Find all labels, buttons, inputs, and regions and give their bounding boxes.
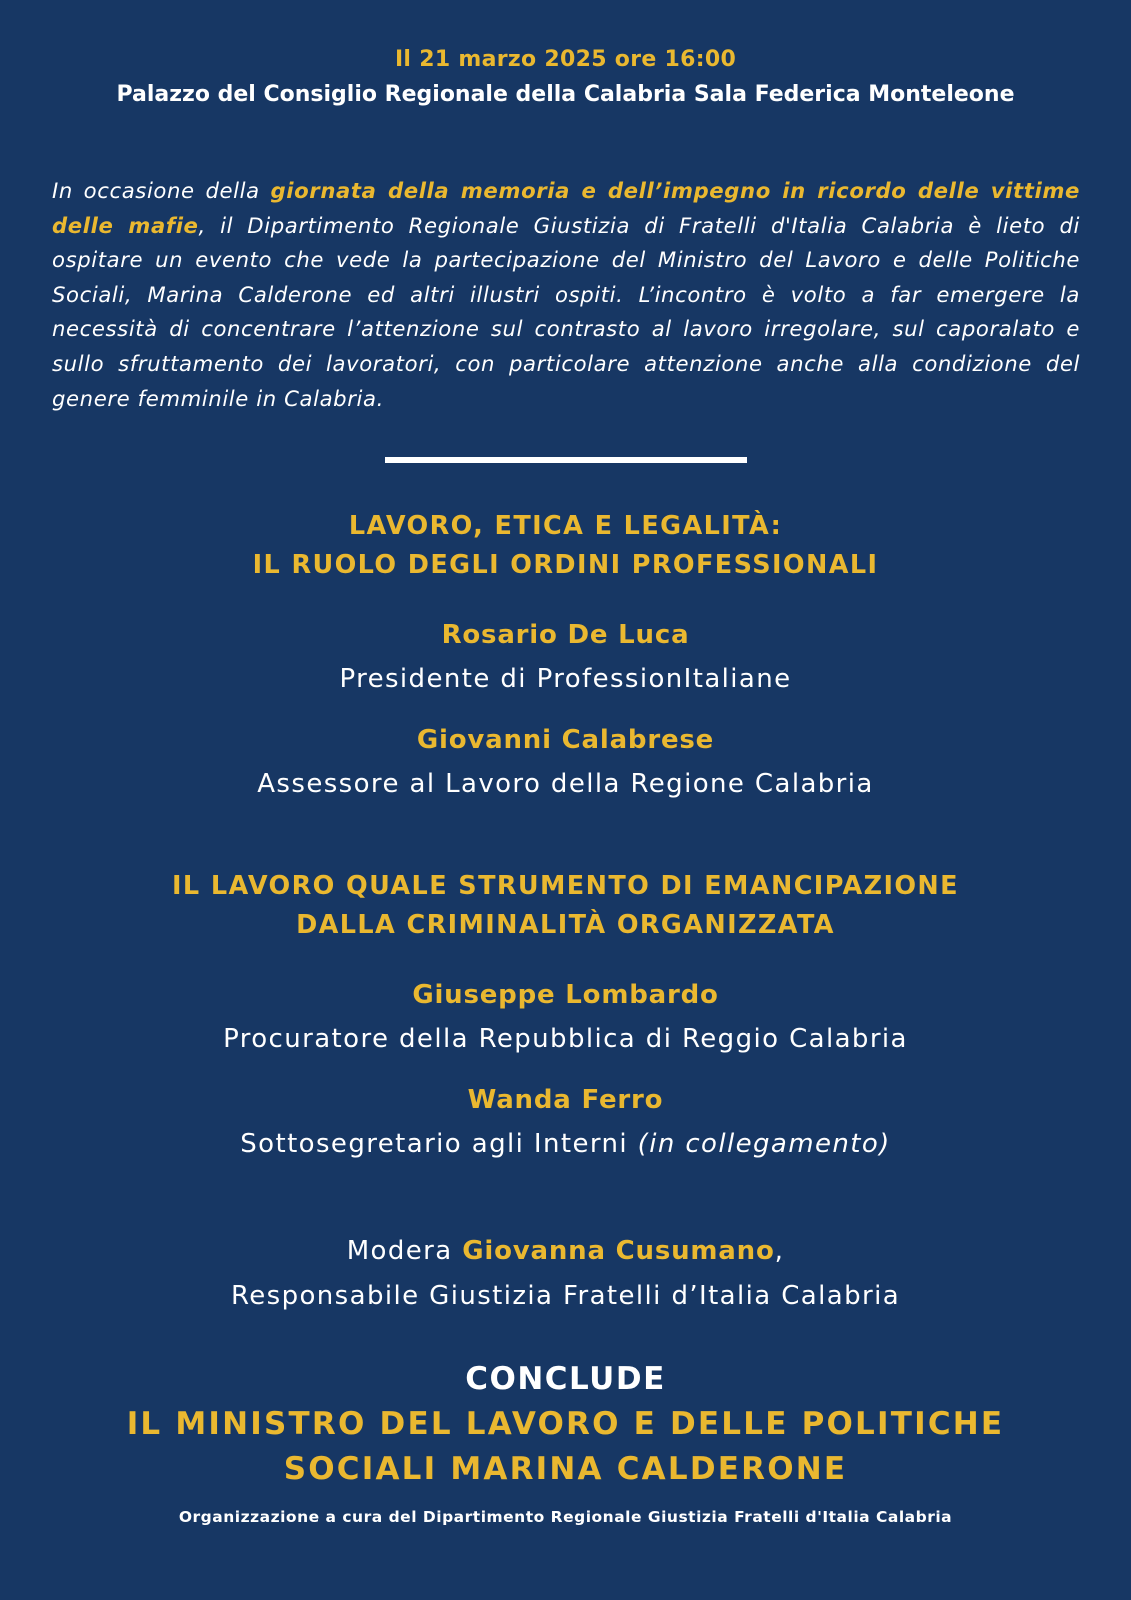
moderator-name: Giovanna Cusumano (462, 1236, 775, 1266)
intro-text-start: In occasione della (52, 178, 271, 203)
speaker-role: Presidente di ProfessionItaliane (339, 664, 792, 694)
speaker-role: Procuratore della Repubblica di Reggio Calabria (223, 1024, 908, 1054)
session-1-title (0, 507, 1131, 585)
session-1-title-line-2: IL RUOLO DEGLI ORDINI PROFESSIONALI (252, 550, 879, 580)
event-date-time: Il 21 marzo 2025 ore 16:00 (394, 47, 737, 72)
section-divider (385, 457, 747, 463)
conclude-title-line-2: SOCIALI MARINA CALDERONE (283, 1451, 848, 1487)
session-2-title (0, 867, 1131, 945)
moderator-prefix: Modera (346, 1236, 463, 1266)
speaker-role: Assessore al Lavoro della Regione Calabria (257, 769, 874, 799)
event-location: Palazzo del Consiglio Regionale della Calabria Sala Federica Monteleone (116, 82, 1015, 107)
conclude-label: CONCLUDE (465, 1361, 666, 1397)
speaker-name: Giuseppe Lombardo (412, 980, 719, 1010)
session-2-title-line-2: DALLA CRIMINALITÀ ORGANIZZATA (296, 910, 835, 940)
speaker-name: Rosario De Luca (441, 620, 690, 650)
speaker-role-text: Sottosegretario agli Interni (240, 1129, 638, 1159)
speaker-role (0, 1129, 1131, 1159)
conclude-title-line-1: IL MINISTRO DEL LAVORO E DELLE POLITICHE (126, 1406, 1005, 1442)
intro-paragraph (52, 174, 1080, 416)
organizer-footer: Organizzazione a cura del Dipartimento Regionale Giustizia Fratelli d'Italia Calabria (178, 1508, 953, 1526)
conclude-title (0, 1402, 1131, 1492)
speaker-name: Giovanni Calabrese (416, 725, 715, 755)
moderator-suffix: , (774, 1236, 785, 1266)
speaker-role-note: (in collegamento) (637, 1129, 891, 1159)
session-1-title-line-1: LAVORO, ETICA E LEGALITÀ: (348, 511, 783, 541)
speaker-name: Wanda Ferro (467, 1085, 664, 1115)
session-2-title-line-1: IL LAVORO QUALE STRUMENTO DI EMANCIPAZIONE (172, 871, 959, 901)
moderator-role: Responsabile Giustizia Fratelli d’Italia Calabria (230, 1281, 901, 1311)
intro-text-end: , il Dipartimento Regionale Giustizia di Fratelli d'Italia Calabria è lieto di ospitare un evento che vede la partecipazione del Ministro del Lavoro e delle Politiche Sociali, Marina Calderone ed altri illustri ospiti. L’incontro è volto a far emergere la necessità di concentrare l’attenzione sul contrasto al lavoro irregolare, sul caporalato e sullo sfruttamento dei lavoratori, con particolare attenzione anche alla condizione del genere femminile in Calabria. (52, 212, 1080, 411)
moderator-line (0, 1236, 1131, 1266)
intro-highlight: giornata della memoria e dell’impegno in ricordo delle vittime delle mafie (52, 178, 1080, 238)
